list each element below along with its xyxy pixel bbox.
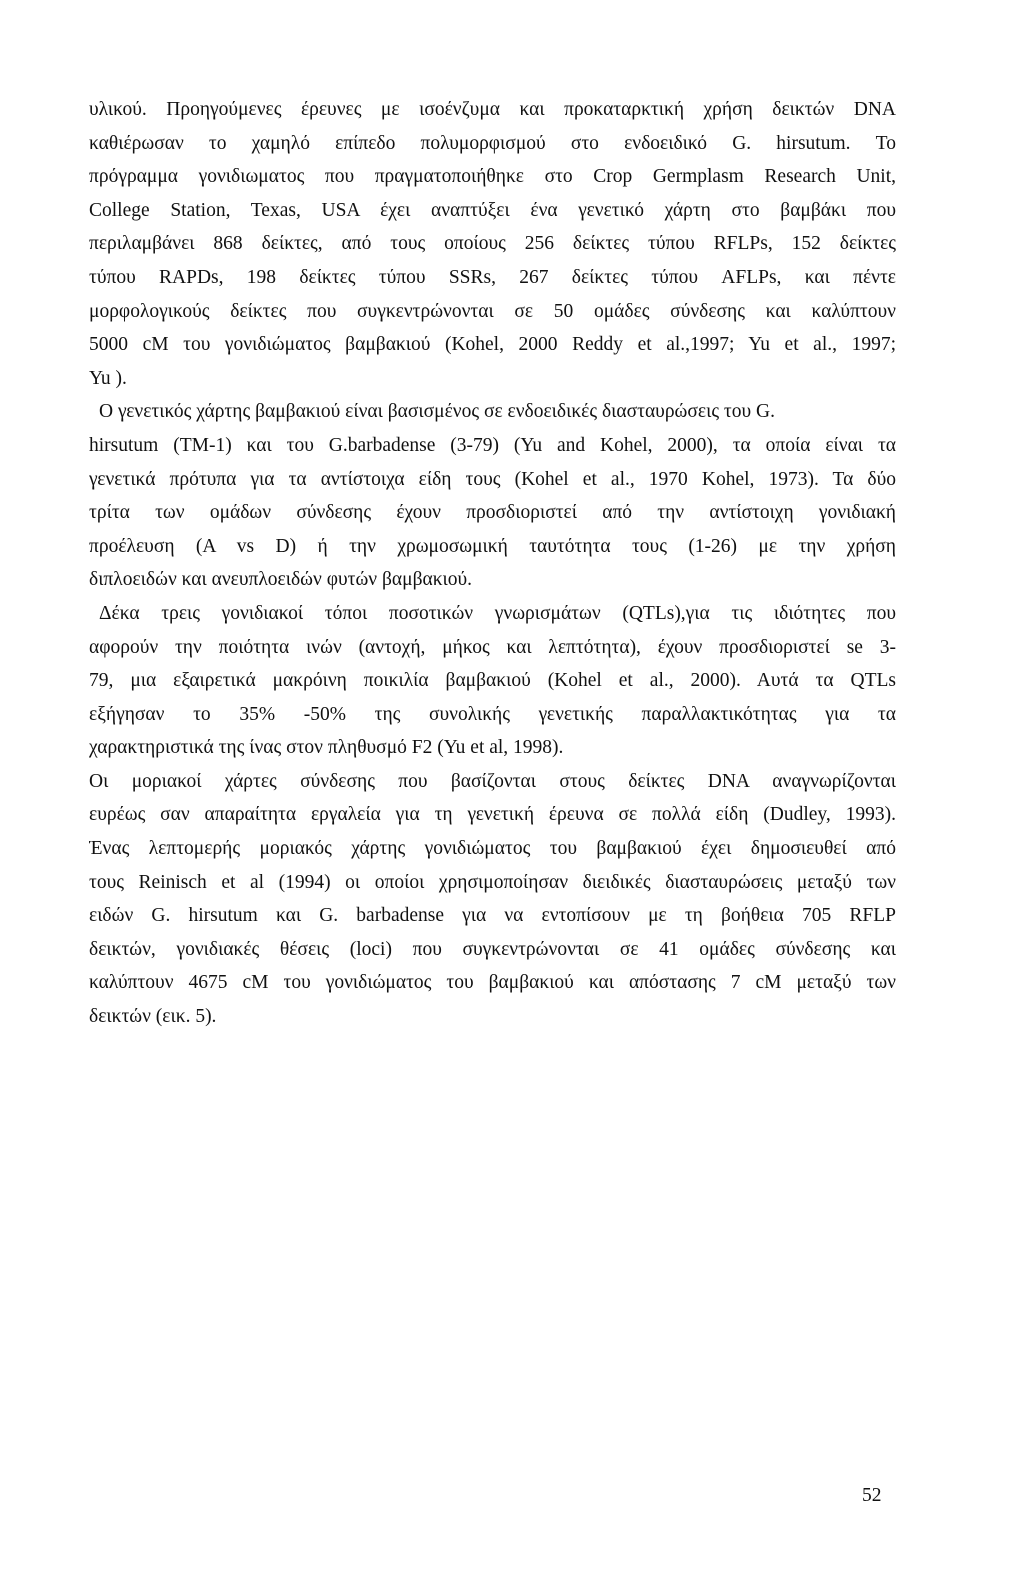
- body-text: [89, 93, 896, 1034]
- text-line: 79, μια εξαιρετικά μακρόινη ποικιλία βαμβακιού (Kohel et al., 2000). Αυτά τα QTLs: [89, 670, 896, 692]
- text-line: μορφολογικούς δείκτες που συγκεντρώνονται σε 50 ομάδες σύνδεσης και καλύπτουν: [89, 300, 896, 322]
- text-line: διπλοειδών και ανευπλοειδών φυτών βαμβακιού.: [89, 569, 473, 591]
- text-line: προέλευση (A vs D) ή την χρωμοσωμική ταυτότητα τους (1-26) με την χρήση: [89, 535, 896, 557]
- paragraph: [89, 597, 896, 765]
- text-line: αφορούν την ποιότητα ινών (αντοχή, μήκος και λεπτότητα), έχουν προσδιοριστεί se 3-: [89, 636, 896, 658]
- text-line: 5000 cM του γονιδιώματος βαμβακιού (Kohel, 2000 Reddy et al.,1997; Yu et al., 1997;: [89, 334, 896, 356]
- text-line: Yu ).: [89, 367, 127, 389]
- text-line: υλικού. Προηγούμενες έρευνες με ισοένζυμα και προκαταρκτική χρήση δεικτών DNA: [89, 99, 896, 120]
- text-line: καλύπτουν 4675 cM του γονιδιώματος του βαμβακιού και απόστασης 7 cM μεταξύ των: [89, 972, 896, 994]
- text-line: Οι μοριακοί χάρτες σύνδεσης που βασίζονται στους δείκτες DNA αναγνωρίζονται: [89, 770, 896, 792]
- text-line: δεικτών (εικ. 5).: [89, 1006, 217, 1028]
- text-line: ευρέως σαν απαραίτητα εργαλεία για τη γενετική έρευνα σε πολλά είδη (Dudley, 1993).: [89, 804, 896, 826]
- text-line: Ο γενετικός χάρτης βαμβακιού είναι βασισμένος σε ενδοειδικές διασταυρώσεις του G.: [99, 401, 776, 423]
- text-line: εξήγησαν το 35% -50% της συνολικής γενετικής παραλλακτικότητας για τα: [89, 703, 896, 725]
- text-line: καθιέρωσαν το χαμηλό επίπεδο πολυμορφισμού στο ενδοειδικό G. hirsutum. Το: [89, 132, 896, 154]
- paragraph: [89, 395, 896, 597]
- text-line: πρόγραμμα γονιδιωματος που πραγματοποιήθηκε στο Crop Germplasm Research Unit,: [89, 166, 896, 188]
- text-line: ειδών G. hirsutum και G. barbadense για να εντοπίσουν με τη βοήθεια 705 RFLP: [89, 905, 896, 927]
- text-line: γενετικά πρότυπα για τα αντίστοιχα είδη τους (Kohel et al., 1970 Kohel, 1973). Τα δύο: [89, 468, 896, 490]
- page-number: 52: [862, 1485, 882, 1506]
- paragraph: [89, 765, 896, 1034]
- text-line: Δέκα τρεις γονιδιακοί τόποι ποσοτικών γνωρισμάτων (QTLs),για τις ιδιότητες που: [99, 602, 896, 624]
- text-line: δεικτών, γονιδιακές θέσεις (loci) που συγκεντρώνονται σε 41 ομάδες σύνδεσης και: [89, 938, 896, 960]
- text-line: Ένας λεπτομερής μοριακός χάρτης γονιδιώματος του βαμβακιού έχει δημοσιευθεί από: [89, 838, 896, 860]
- paragraph: [89, 93, 896, 395]
- text-line: τρίτα των ομάδων σύνδεσης έχουν προσδιοριστεί από την αντίστοιχη γονιδιακή: [89, 502, 896, 524]
- text-line: College Station, Texas, USA έχει αναπτύξει ένα γενετικό χάρτη στο βαμβάκι που: [89, 199, 896, 221]
- text-line: τύπου RAPDs, 198 δείκτες τύπου SSRs, 267 δείκτες τύπου AFLPs, και πέντε: [89, 266, 896, 288]
- text-line: hirsutum (TM-1) και του G.barbadense (3-79) (Yu and Kohel, 2000), τα οποία είναι τα: [89, 434, 896, 456]
- text-line: περιλαμβάνει 868 δείκτες, από τους οποίους 256 δείκτες τύπου RFLPs, 152 δείκτες: [89, 233, 896, 255]
- text-line: τους Reinisch et al (1994) οι οποίοι χρησιμοποίησαν διειδικές διασταυρώσεις μεταξύ των: [89, 871, 896, 893]
- text-line: χαρακτηριστικά της ίνας στον πληθυσμό F2 (Yu et al, 1998).: [89, 737, 564, 759]
